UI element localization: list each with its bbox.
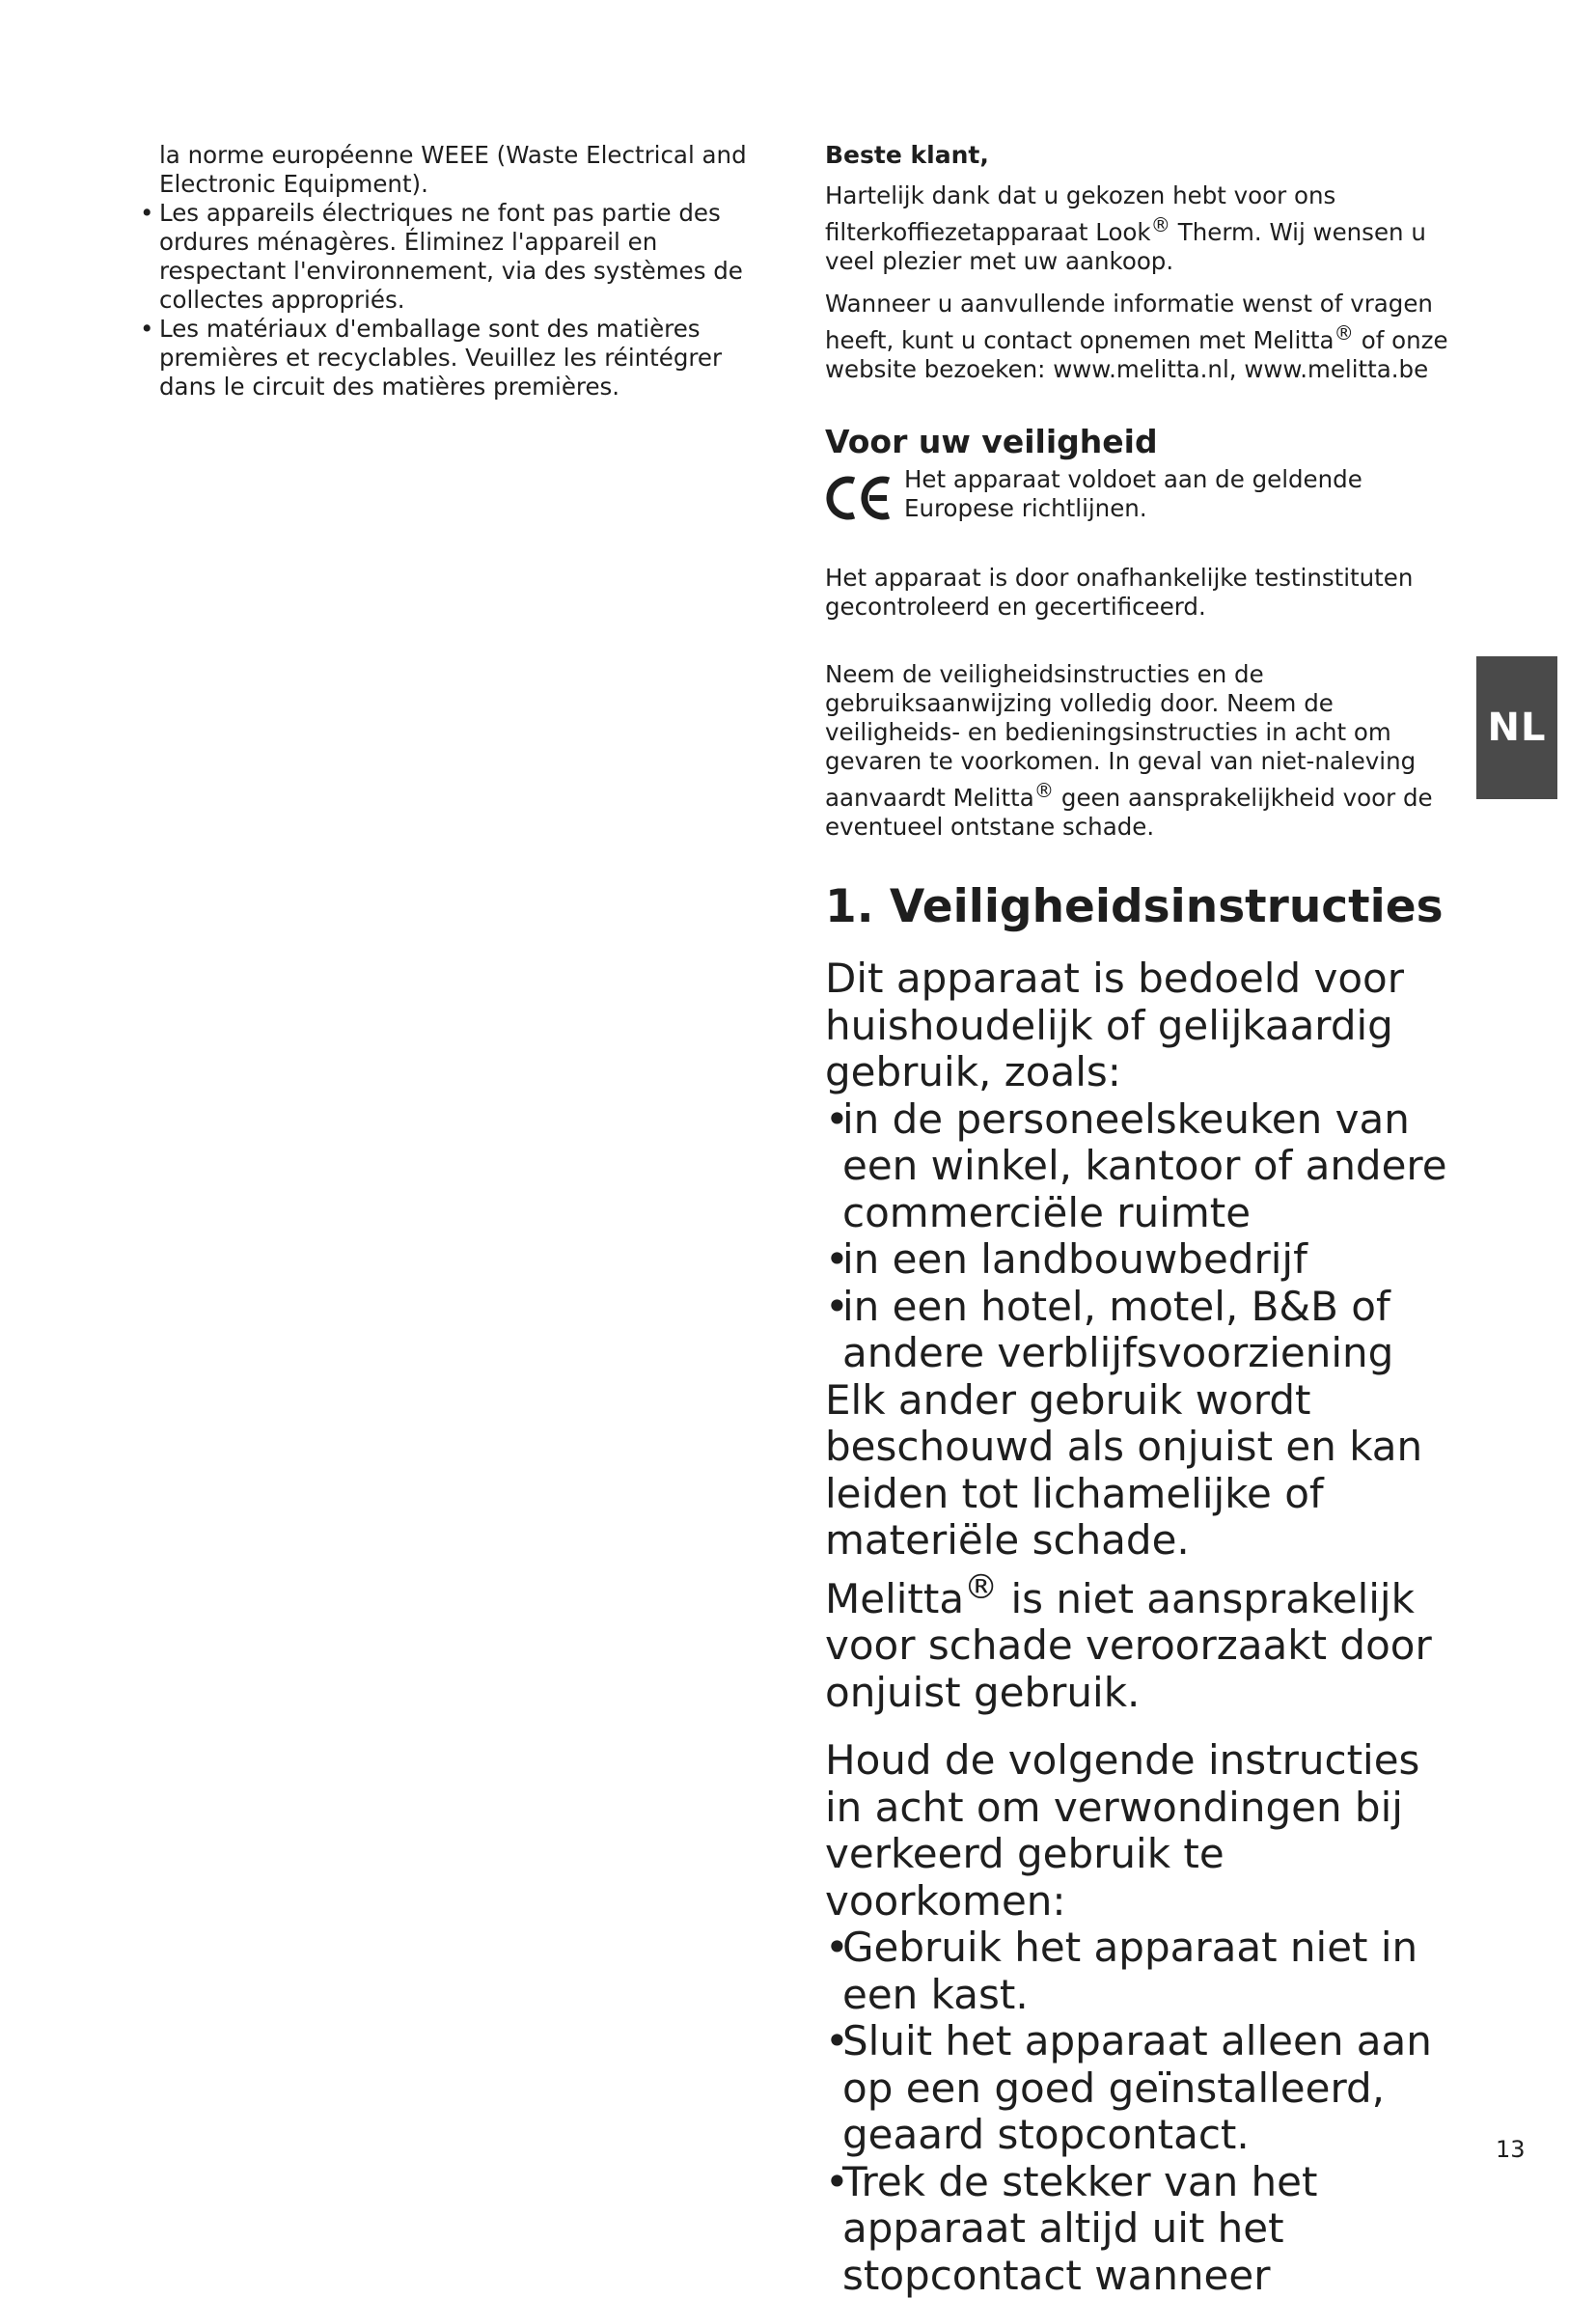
ce-text: Het apparaat voldoet aan de geldende Europese richtlijnen. — [904, 465, 1362, 523]
list-item: • in een landbouwbedrijf — [825, 1236, 1462, 1284]
section-title: 1. Veiligheidsinstructies — [825, 880, 1444, 934]
follow-instructions-block — [825, 1737, 1462, 2299]
greeting: Beste klant, — [825, 141, 989, 169]
intended-use-list — [825, 1096, 1462, 1377]
list-item: • Trek de stekker van het apparaat altijd uit het stopcontact wanneer — [825, 2159, 1462, 2299]
weee-lead-text: la norme européenne WEEE (Waste Electrical and Electronic Equipment). — [159, 141, 747, 198]
follow-instructions-list — [825, 1925, 1462, 2299]
language-tab: NL — [1476, 656, 1557, 799]
instructions-text: Neem de veiligheidsinstructies en de gebruiksaanwijzing volledig door. Neem de veiligheids- en bedieningsinstructies in acht om gevaren te voorkomen. In geval van niet-naleving aanvaardt Melitta — [825, 660, 1417, 813]
intro-text: Hartelijk dank dat u gekozen hebt voor ons filterkoffiezetapparaat Look — [825, 181, 1336, 247]
disposal-bullet-list — [138, 199, 775, 402]
safety-heading: Voor uw veiligheid — [825, 423, 1158, 461]
page-number: 13 — [1496, 2136, 1526, 2163]
left-column — [138, 141, 775, 402]
list-item: • Les appareils électriques ne font pas partie des ordures ménagères. Éliminez l'appareil en respectant l'environnement, via des systèmes de collectes appropriés. — [138, 199, 775, 315]
intro-paragraph — [825, 181, 1462, 276]
liability-text — [825, 1565, 1462, 1717]
registered-mark: ® — [1033, 779, 1055, 803]
list-item: • Les matériaux d'emballage sont des matières premières et recyclables. Veuillez les réintégrer dans le circuit des matières premières. — [138, 315, 775, 402]
ce-mark-icon — [825, 469, 894, 527]
follow-intro: Houd de volgende instructies in acht om verwondingen bij verkeerd gebruik te voorkomen: — [825, 1736, 1420, 1925]
intended-use-block — [825, 956, 1462, 1716]
certification-paragraph: Het apparaat is door onafhankelijke testinstituten gecontroleerd en gecertificeerd. — [825, 564, 1414, 622]
registered-mark: ® — [1334, 321, 1354, 346]
right-column — [825, 141, 1462, 2299]
list-item: • in de personeelskeuken van een winkel, kantoor of andere commerciële ruimte — [825, 1096, 1462, 1237]
list-item: • Gebruik het apparaat niet in een kast. — [825, 1925, 1462, 2018]
contact-text: Wanneer u aanvullende informatie wenst of vragen heeft, kunt u contact opnemen met Melitta — [825, 290, 1433, 355]
instructions-paragraph — [825, 660, 1462, 842]
intended-use-intro: Dit apparaat is bedoeld voor huishoudelijk of gelijkaardig gebruik, zoals: — [825, 955, 1404, 1096]
liability-brand: Melitta — [825, 1574, 965, 1622]
registered-mark: ® — [1150, 213, 1171, 236]
intro-text-end: Therm. Wij wensen u veel plezier met uw aankoop. — [825, 218, 1426, 276]
instructions-text-end: geen aansprakelijkheid voor de eventueel ontstane schade. — [825, 784, 1433, 842]
list-item: • in een hotel, motel, B&B of andere verblijfsvoorziening — [825, 1284, 1462, 1377]
contact-paragraph — [825, 290, 1462, 384]
liability-text-end: is niet aansprakelijk voor schade veroorzaakt door onjuist gebruik. — [825, 1574, 1432, 1716]
misuse-text: Elk ander gebruik wordt beschouwd als onjuist en kan leiden tot lichamelijke of materiële schade. — [825, 1375, 1423, 1565]
ce-statement — [825, 465, 1462, 527]
registered-mark: ® — [964, 1567, 999, 1607]
contact-text-end: of onze website bezoeken: www.melitta.nl, www.melitta.be — [825, 326, 1448, 384]
list-item: • Sluit het apparaat alleen aan op een goed geïnstalleerd, geaard stopcontact. — [825, 2018, 1462, 2159]
